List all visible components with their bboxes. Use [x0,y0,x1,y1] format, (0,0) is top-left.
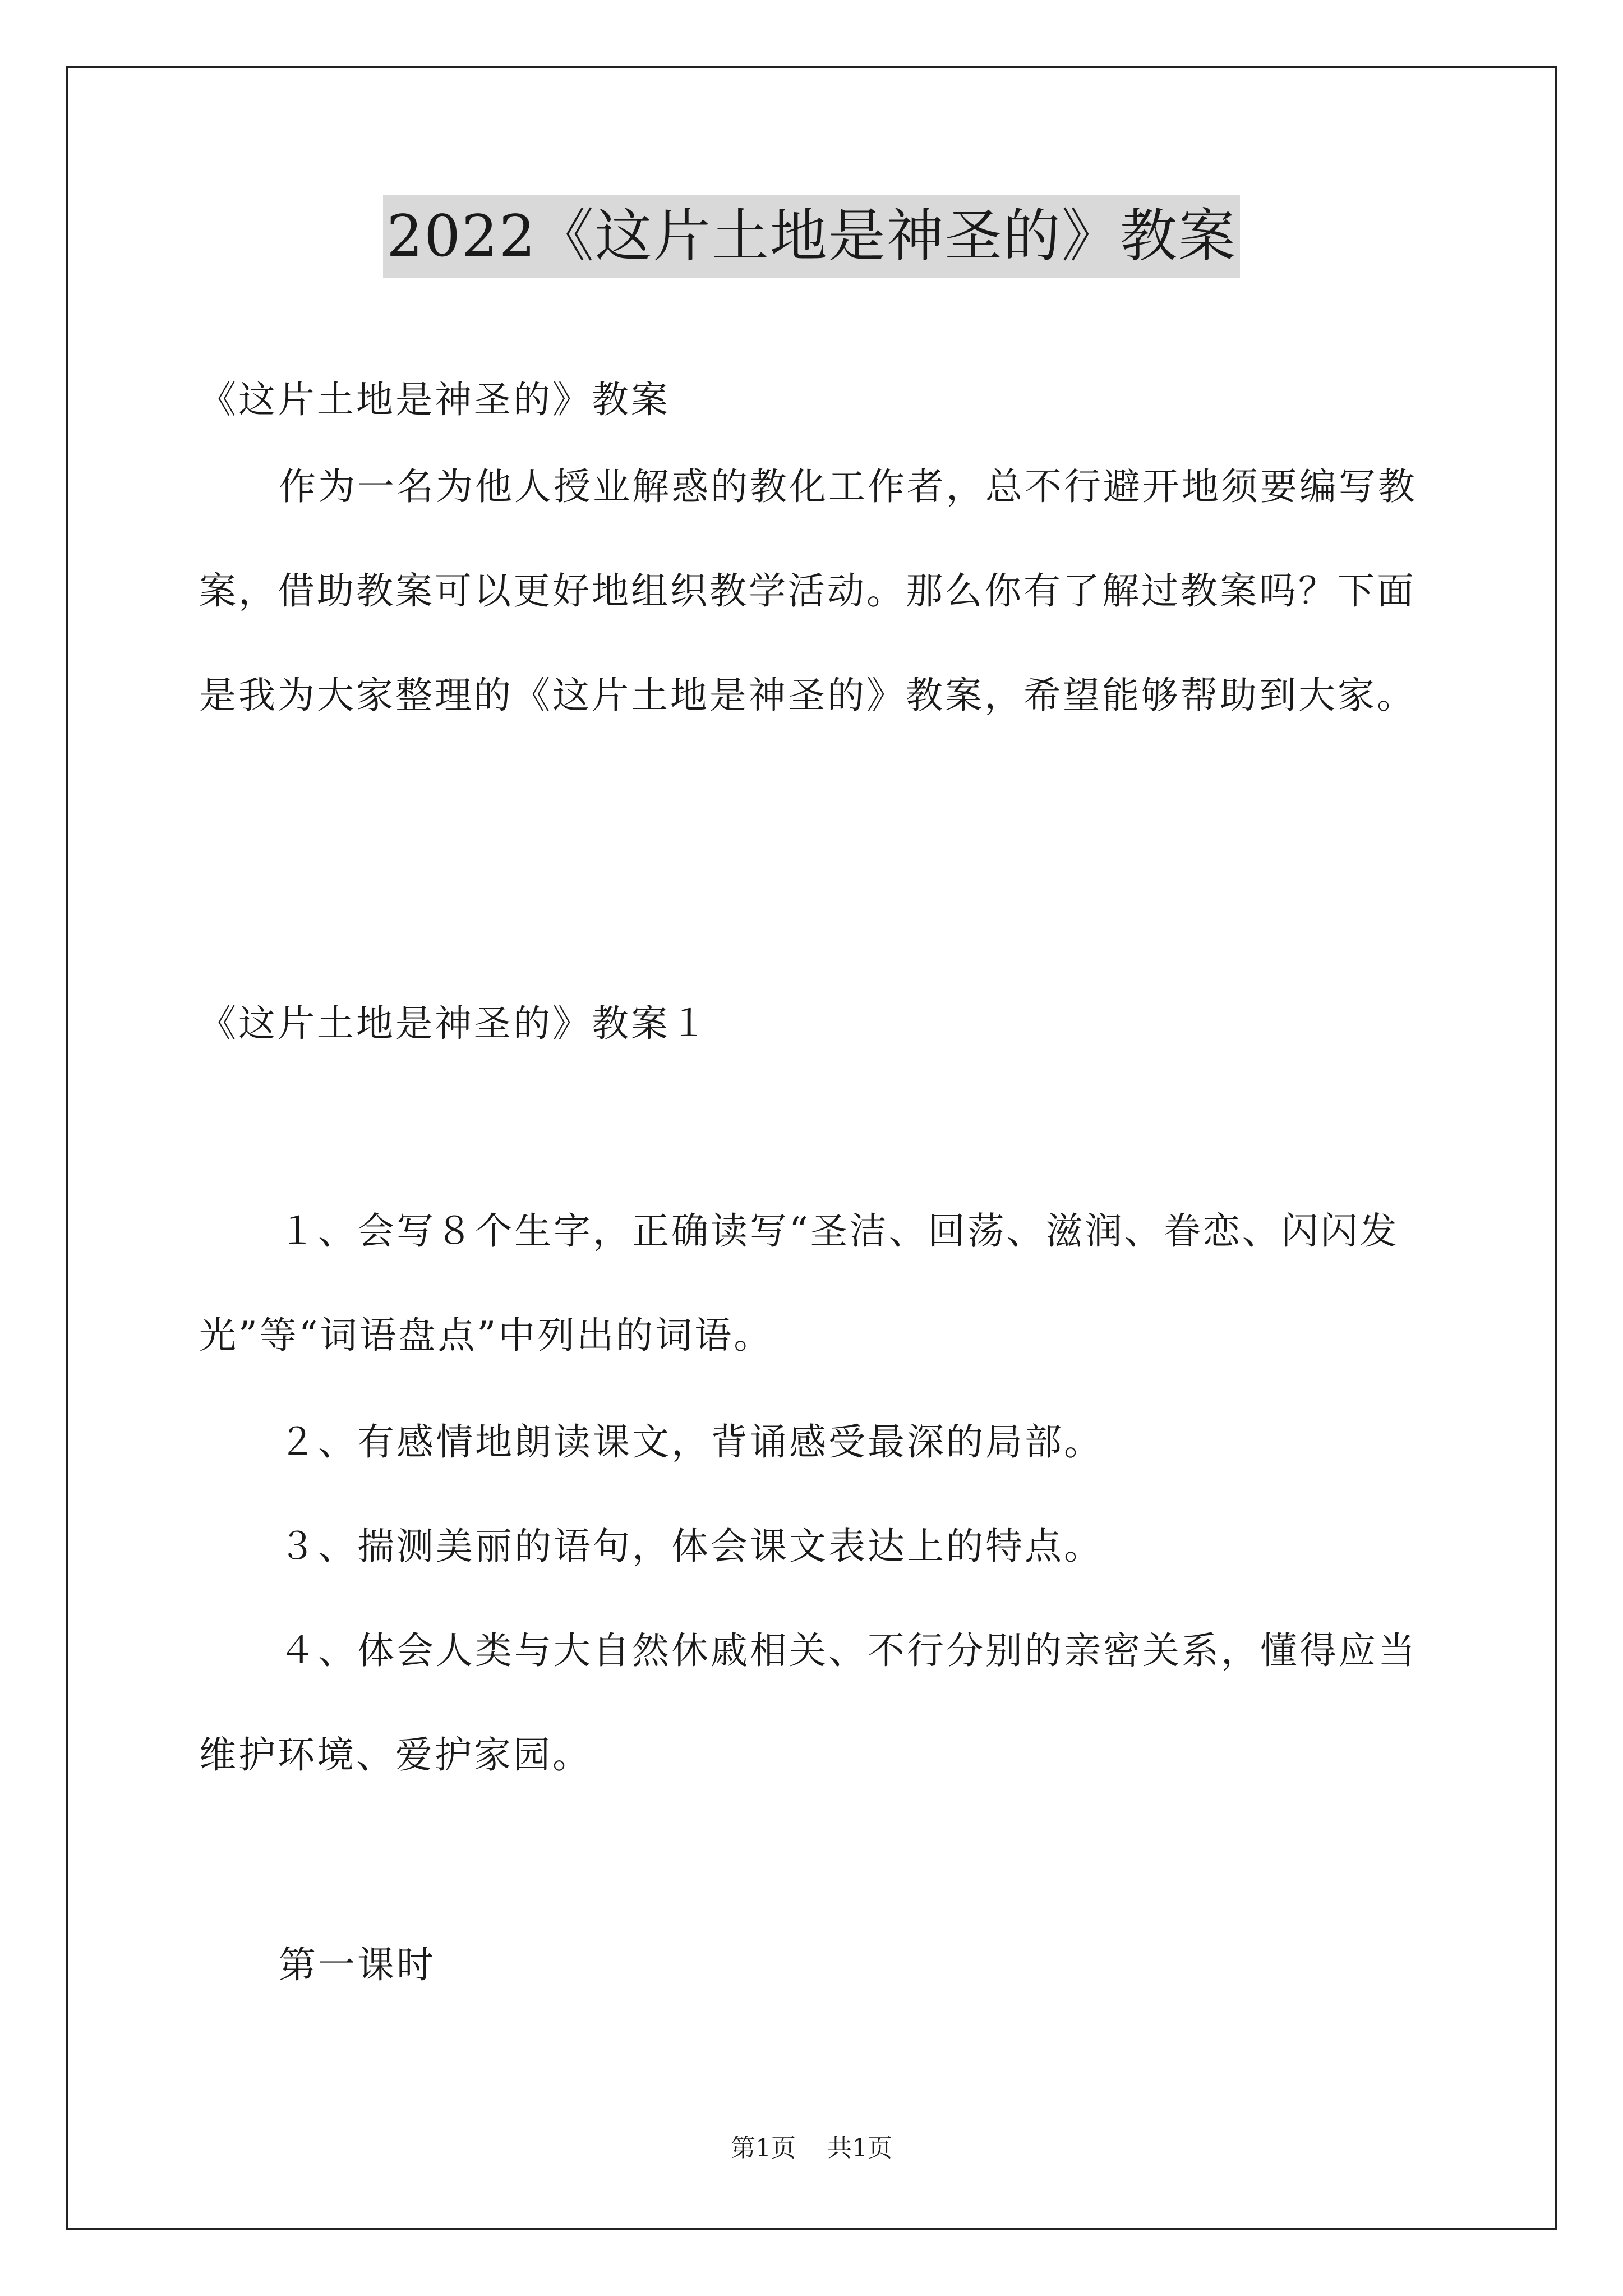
goal-item-1: １、会写８个生字，正确读写“圣洁、回荡、滋润、眷恋、闪闪发光”等“词语盘点”中列出的词语。 [199,1209,1399,1357]
goal-item-4: ４、体会人类与大自然休戚相关、不行分别的亲密关系，懂得应当维护环境、爱护家园。 [199,1629,1417,1777]
intro-paragraph: 作为一名为他人授业解惑的教化工作者，总不行避开地须要编写教案，借助教案可以更好地组织教学活动。那么你有了解过教案吗？下面是我为大家整理的《这片土地是神圣的》教案，希望能够帮助到大家。 [199,465,1417,717]
page-total: 共1页 [827,2134,892,2162]
title-container [0,195,1623,278]
document-subtitle: 《这片土地是神圣的》教案 [199,378,670,421]
lesson-heading: 第一课时 [279,1943,436,1986]
document-title: 2022《这片土地是神圣的》教案 [383,195,1240,278]
goal-item-2: ２、有感情地朗读课文，背诵感受最深的局部。 [279,1420,1103,1464]
page-footer [0,2132,1623,2165]
section-heading: 《这片土地是神圣的》教案１ [199,1002,709,1045]
page-number: 第1页 [731,2134,796,2162]
goal-item-3: ３、揣测美丽的语句，体会课文表达上的特点。 [279,1525,1103,1568]
